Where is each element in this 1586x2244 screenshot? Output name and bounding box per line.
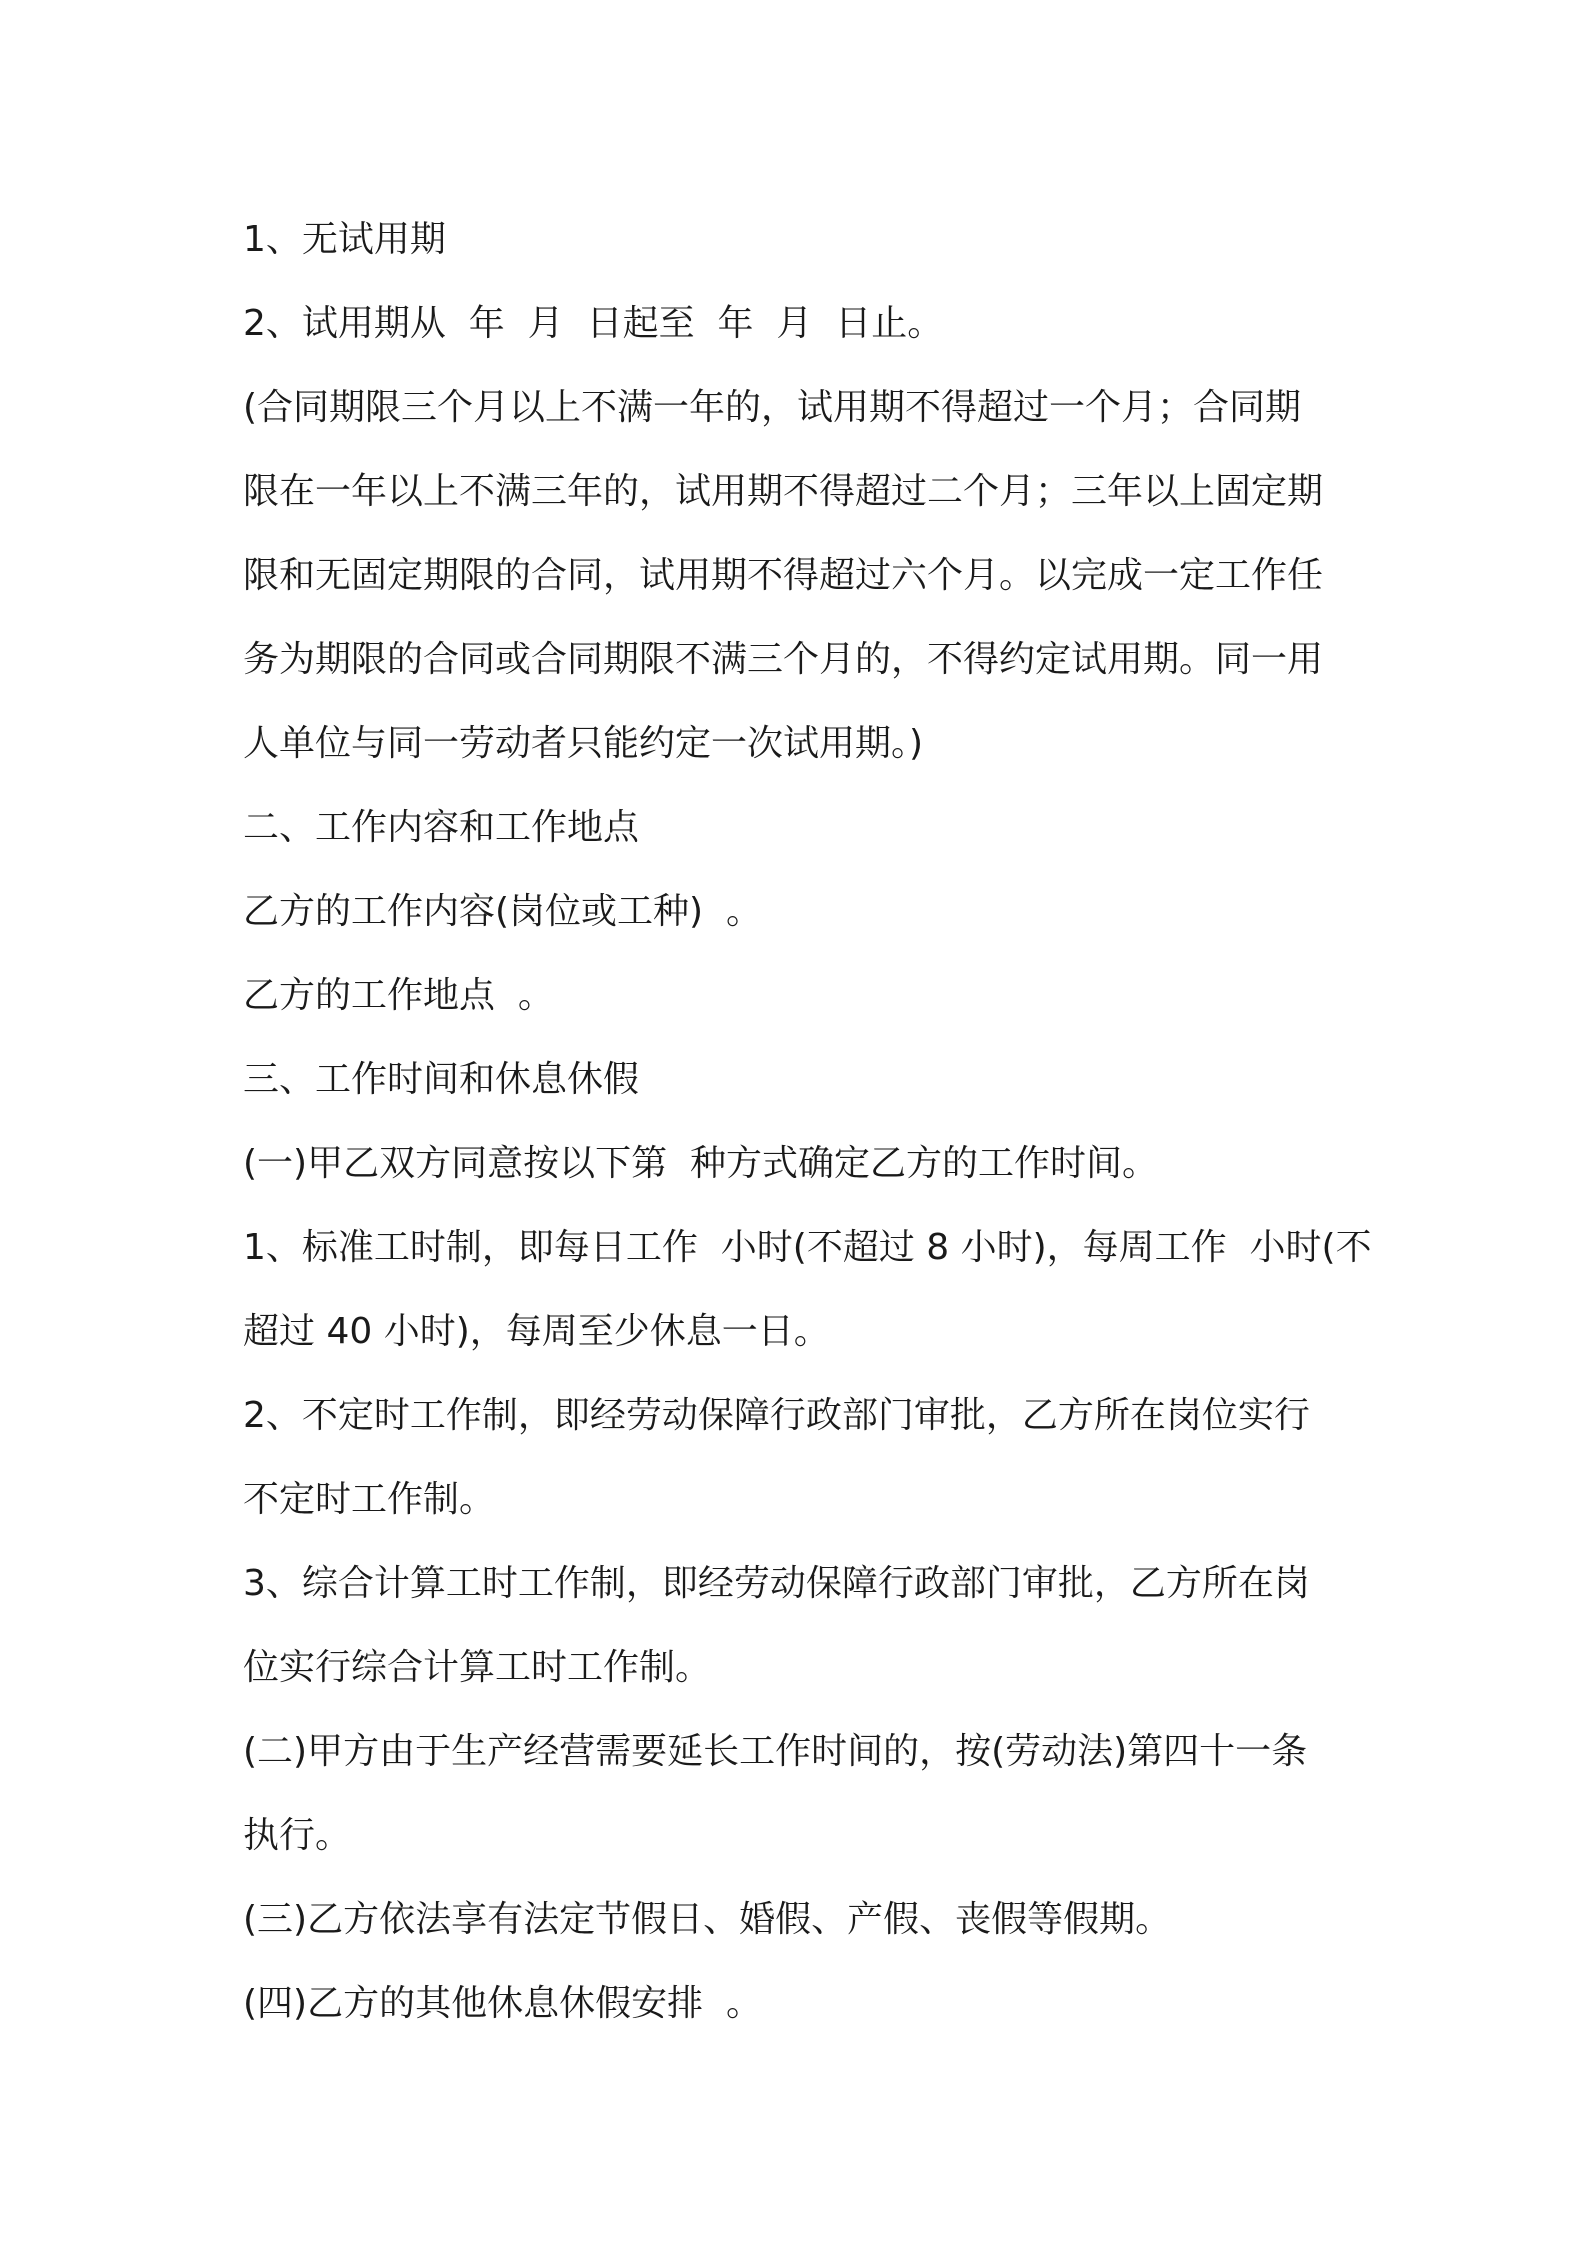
work-content-clause: 乙方的工作内容(岗位或工种) 。 bbox=[243, 891, 762, 932]
document-body bbox=[243, 198, 1372, 2046]
overtime-clause-line: 执行。 bbox=[243, 1815, 352, 1856]
standard-hours-line: 超过 40 小时)，每周至少休息一日。 bbox=[243, 1311, 830, 1352]
overtime-clause-line: (二)甲方由于生产经营需要延长工作时间的，按(劳动法)第四十一条 bbox=[243, 1731, 1308, 1772]
probation-note-line: (合同期限三个月以上不满一年的，试用期不得超过一个月；合同期 bbox=[243, 387, 1302, 428]
standard-hours-line: 1、标准工时制，即每日工作 小时(不超过 8 小时)，每周工作 小时(不 bbox=[243, 1227, 1372, 1268]
flexible-hours-line: 不定时工作制。 bbox=[243, 1479, 496, 1520]
section-heading-working-hours: 三、工作时间和休息休假 bbox=[243, 1059, 640, 1100]
section-heading-work-content: 二、工作内容和工作地点 bbox=[243, 807, 640, 848]
working-hours-clause-1: (一)甲乙双方同意按以下第 种方式确定乙方的工作时间。 bbox=[243, 1143, 1158, 1184]
probation-option-1: 1、无试用期 bbox=[243, 219, 446, 260]
statutory-leave-clause: (三)乙方依法享有法定节假日、婚假、产假、丧假等假期。 bbox=[243, 1899, 1172, 1940]
probation-note-line: 人单位与同一劳动者只能约定一次试用期。) bbox=[243, 723, 924, 764]
probation-note-line: 限在一年以上不满三年的，试用期不得超过二个月；三年以上固定期 bbox=[243, 471, 1324, 512]
probation-option-2: 2、试用期从 年 月 日起至 年 月 日止。 bbox=[243, 303, 944, 344]
probation-note-line: 务为期限的合同或合同期限不满三个月的，不得约定试用期。同一用 bbox=[243, 639, 1324, 680]
other-leave-clause: (四)乙方的其他休息休假安排 。 bbox=[243, 1983, 762, 2024]
work-location-clause: 乙方的工作地点 。 bbox=[243, 975, 554, 1016]
probation-note-line: 限和无固定期限的合同，试用期不得超过六个月。以完成一定工作任 bbox=[243, 555, 1324, 596]
flexible-hours-line: 2、不定时工作制，即经劳动保障行政部门审批，乙方所在岗位实行 bbox=[243, 1395, 1310, 1436]
comprehensive-hours-line: 3、综合计算工时工作制，即经劳动保障行政部门审批，乙方所在岗 bbox=[243, 1563, 1310, 1604]
comprehensive-hours-line: 位实行综合计算工时工作制。 bbox=[243, 1647, 712, 1688]
